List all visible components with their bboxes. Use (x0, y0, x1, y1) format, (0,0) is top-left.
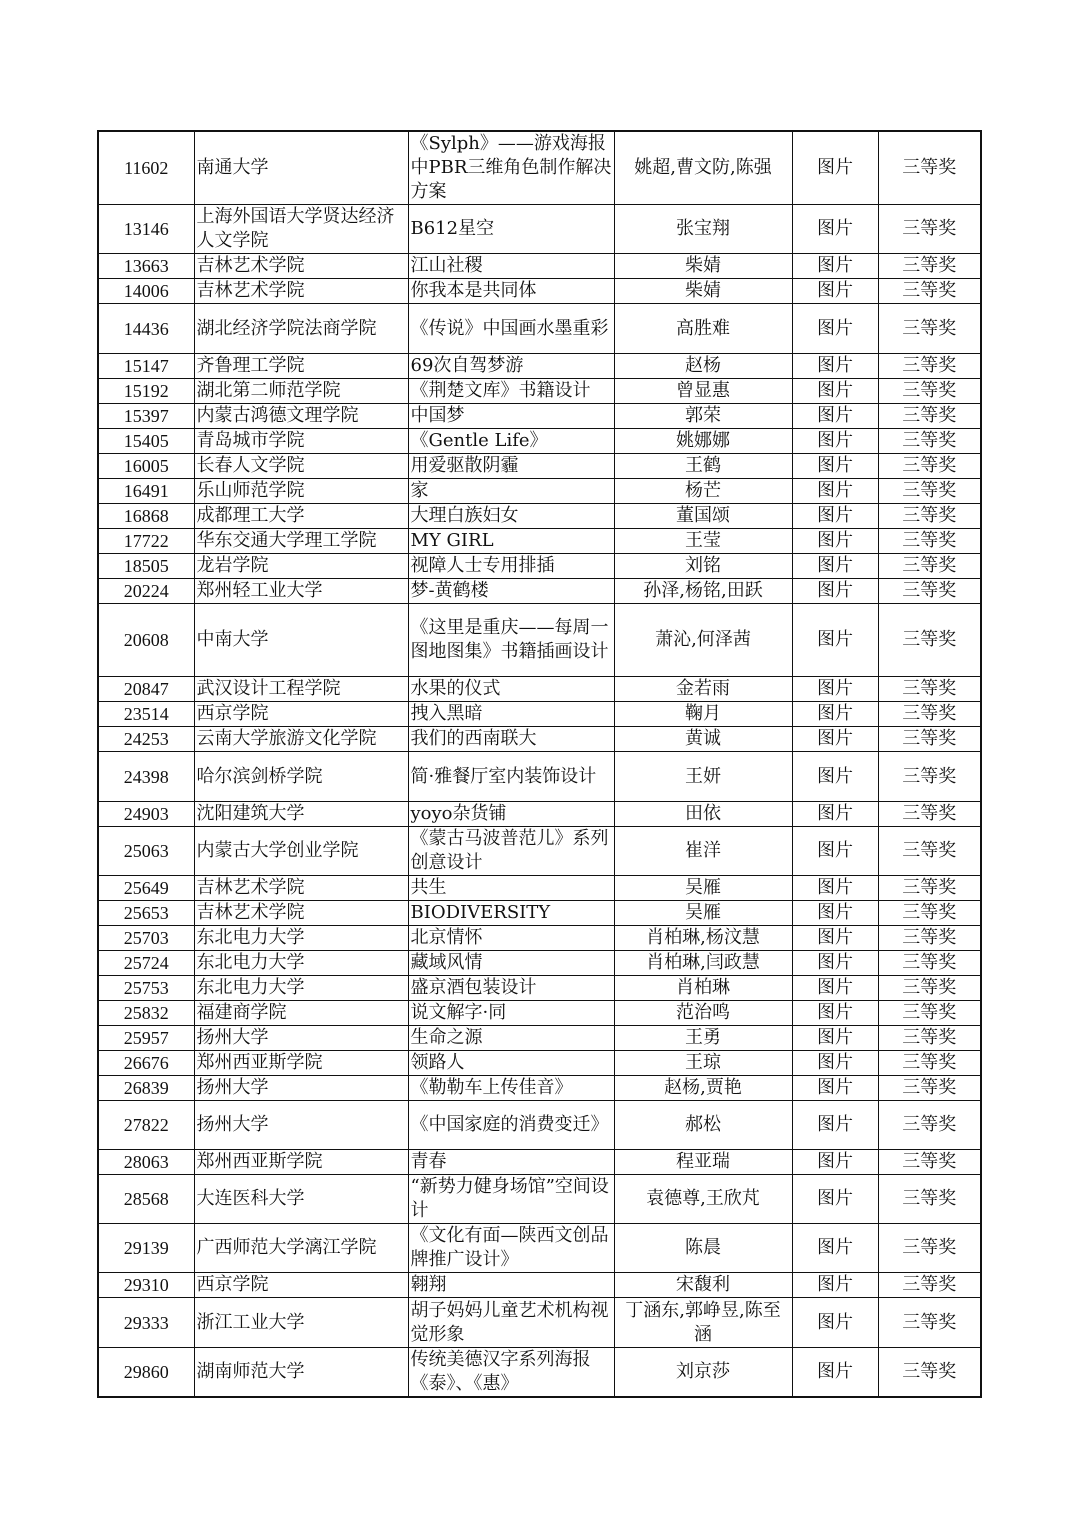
work-type-cell: 图片 (792, 205, 878, 254)
school-cell: 郑州西亚斯学院 (194, 1050, 408, 1075)
award-level-cell: 三等奖 (878, 727, 981, 752)
table-row (98, 727, 981, 752)
table-row (98, 578, 981, 603)
work-type-cell: 图片 (792, 752, 878, 801)
award-level-cell: 三等奖 (878, 1050, 981, 1075)
entry-id-cell: 17722 (98, 528, 194, 553)
authors-cell: 吴雁 (614, 900, 792, 925)
school-cell: 齐鲁理工学院 (194, 353, 408, 378)
award-level-cell: 三等奖 (878, 478, 981, 503)
entry-id-cell: 16491 (98, 478, 194, 503)
award-level-cell: 三等奖 (878, 1025, 981, 1050)
authors-cell: 王妍 (614, 752, 792, 801)
work-title-cell: 《传说》中国画水墨重彩 (408, 304, 614, 353)
entry-id-cell: 27822 (98, 1100, 194, 1149)
authors-cell: 袁德尊,王欣芃 (614, 1175, 792, 1224)
work-title-cell: 家 (408, 478, 614, 503)
work-type-cell: 图片 (792, 1175, 878, 1224)
award-level-cell: 三等奖 (878, 1075, 981, 1100)
work-title-cell: 中国梦 (408, 403, 614, 428)
school-cell: 西京学院 (194, 1273, 408, 1298)
award-level-cell: 三等奖 (878, 1175, 981, 1224)
entry-id-cell: 13146 (98, 205, 194, 254)
authors-cell: 金若雨 (614, 677, 792, 702)
table-row (98, 254, 981, 279)
work-type-cell: 图片 (792, 1000, 878, 1025)
award-level-cell: 三等奖 (878, 304, 981, 353)
work-type-cell: 图片 (792, 1075, 878, 1100)
award-level-cell: 三等奖 (878, 1273, 981, 1298)
school-cell: 吉林艺术学院 (194, 900, 408, 925)
table-row (98, 1000, 981, 1025)
authors-cell: 郭荣 (614, 403, 792, 428)
work-type-cell: 图片 (792, 1273, 878, 1298)
work-title-cell: 胡子妈妈儿童艺术机构视觉形象 (408, 1298, 614, 1347)
school-cell: 长春人文学院 (194, 453, 408, 478)
entry-id-cell: 20224 (98, 578, 194, 603)
award-level-cell: 三等奖 (878, 752, 981, 801)
work-title-cell: 《勒勒车上传佳音》 (408, 1075, 614, 1100)
award-level-cell: 三等奖 (878, 1150, 981, 1175)
work-title-cell: 69次自驾梦游 (408, 353, 614, 378)
authors-cell: 姚超,曹文防,陈强 (614, 131, 792, 205)
school-cell: 扬州大学 (194, 1100, 408, 1149)
award-level-cell: 三等奖 (878, 1000, 981, 1025)
school-cell: 湖南师范大学 (194, 1347, 408, 1397)
authors-cell: 张宝翔 (614, 205, 792, 254)
entry-id-cell: 29860 (98, 1347, 194, 1397)
entry-id-cell: 15192 (98, 378, 194, 403)
entry-id-cell: 28063 (98, 1150, 194, 1175)
entry-id-cell: 16005 (98, 453, 194, 478)
entry-id-cell: 25753 (98, 975, 194, 1000)
authors-cell: 赵杨 (614, 353, 792, 378)
award-level-cell: 三等奖 (878, 428, 981, 453)
entry-id-cell: 14436 (98, 304, 194, 353)
entry-id-cell: 11602 (98, 131, 194, 205)
school-cell: 成都理工大学 (194, 503, 408, 528)
award-level-cell: 三等奖 (878, 553, 981, 578)
award-level-cell: 三等奖 (878, 1224, 981, 1273)
work-title-cell: B612星空 (408, 205, 614, 254)
authors-cell: 黄诚 (614, 727, 792, 752)
authors-cell: 崔洋 (614, 826, 792, 875)
authors-cell: 萧沁,何泽茜 (614, 603, 792, 677)
authors-cell: 杨芒 (614, 478, 792, 503)
work-title-cell: 领路人 (408, 1050, 614, 1075)
work-title-cell: 盛京酒包装设计 (408, 975, 614, 1000)
school-cell: 上海外国语大学贤达经济人文学院 (194, 205, 408, 254)
work-type-cell: 图片 (792, 378, 878, 403)
school-cell: 东北电力大学 (194, 975, 408, 1000)
work-type-cell: 图片 (792, 677, 878, 702)
table-row (98, 279, 981, 304)
work-type-cell: 图片 (792, 950, 878, 975)
work-type-cell: 图片 (792, 279, 878, 304)
authors-cell: 宋馥利 (614, 1273, 792, 1298)
authors-cell: 肖柏琳 (614, 975, 792, 1000)
table-row (98, 950, 981, 975)
table-row (98, 205, 981, 254)
entry-id-cell: 29310 (98, 1273, 194, 1298)
entry-id-cell: 26676 (98, 1050, 194, 1075)
table-row (98, 478, 981, 503)
work-type-cell: 图片 (792, 578, 878, 603)
work-title-cell: 《荆楚文库》书籍设计 (408, 378, 614, 403)
school-cell: 湖北经济学院法商学院 (194, 304, 408, 353)
table-row (98, 1175, 981, 1224)
award-level-cell: 三等奖 (878, 378, 981, 403)
entry-id-cell: 14006 (98, 279, 194, 304)
work-type-cell: 图片 (792, 1347, 878, 1397)
table-row (98, 304, 981, 353)
authors-cell: 董国颂 (614, 503, 792, 528)
entry-id-cell: 23514 (98, 702, 194, 727)
school-cell: 华东交通大学理工学院 (194, 528, 408, 553)
work-type-cell: 图片 (792, 975, 878, 1000)
work-type-cell: 图片 (792, 1050, 878, 1075)
work-type-cell: 图片 (792, 478, 878, 503)
work-type-cell: 图片 (792, 503, 878, 528)
school-cell: 云南大学旅游文化学院 (194, 727, 408, 752)
table-row (98, 925, 981, 950)
work-type-cell: 图片 (792, 353, 878, 378)
work-type-cell: 图片 (792, 553, 878, 578)
school-cell: 南通大学 (194, 131, 408, 205)
table-row (98, 1050, 981, 1075)
authors-cell: 范治鸣 (614, 1000, 792, 1025)
authors-cell: 王琼 (614, 1050, 792, 1075)
table-row (98, 603, 981, 677)
work-type-cell: 图片 (792, 1150, 878, 1175)
award-level-cell: 三等奖 (878, 801, 981, 826)
authors-cell: 鞠月 (614, 702, 792, 727)
award-table-body (98, 131, 981, 1397)
work-type-cell: 图片 (792, 1224, 878, 1273)
work-title-cell: 《蒙古马波普范儿》系列创意设计 (408, 826, 614, 875)
work-type-cell: 图片 (792, 900, 878, 925)
award-level-cell: 三等奖 (878, 403, 981, 428)
table-row (98, 428, 981, 453)
authors-cell: 丁涵东,郭峥昱,陈至涵 (614, 1298, 792, 1347)
authors-cell: 王莹 (614, 528, 792, 553)
school-cell: 东北电力大学 (194, 925, 408, 950)
entry-id-cell: 29139 (98, 1224, 194, 1273)
school-cell: 内蒙古鸿德文理学院 (194, 403, 408, 428)
entry-id-cell: 25703 (98, 925, 194, 950)
school-cell: 郑州轻工业大学 (194, 578, 408, 603)
award-level-cell: 三等奖 (878, 578, 981, 603)
award-level-cell: 三等奖 (878, 131, 981, 205)
school-cell: 东北电力大学 (194, 950, 408, 975)
school-cell: 乐山师范学院 (194, 478, 408, 503)
work-type-cell: 图片 (792, 254, 878, 279)
work-title-cell: 翱翔 (408, 1273, 614, 1298)
table-row (98, 702, 981, 727)
work-title-cell: 北京情怀 (408, 925, 614, 950)
table-row (98, 975, 981, 1000)
work-type-cell: 图片 (792, 403, 878, 428)
work-title-cell: 大理白族妇女 (408, 503, 614, 528)
entry-id-cell: 20608 (98, 603, 194, 677)
work-title-cell: “新势力健身场馆”空间设计 (408, 1175, 614, 1224)
work-title-cell: 我们的西南联大 (408, 727, 614, 752)
award-level-cell: 三等奖 (878, 279, 981, 304)
authors-cell: 孙泽,杨铭,田跃 (614, 578, 792, 603)
award-level-cell: 三等奖 (878, 875, 981, 900)
authors-cell: 姚娜娜 (614, 428, 792, 453)
table-row (98, 801, 981, 826)
table-row (98, 1298, 981, 1347)
work-title-cell: 简·雅餐厅室内装饰设计 (408, 752, 614, 801)
authors-cell: 王勇 (614, 1025, 792, 1050)
table-row (98, 453, 981, 478)
entry-id-cell: 25957 (98, 1025, 194, 1050)
entry-id-cell: 25724 (98, 950, 194, 975)
work-title-cell: 用爱驱散阴霾 (408, 453, 614, 478)
school-cell: 内蒙古大学创业学院 (194, 826, 408, 875)
work-title-cell: 说文解字·同 (408, 1000, 614, 1025)
work-title-cell: 《中国家庭的消费变迁》 (408, 1100, 614, 1149)
table-row (98, 528, 981, 553)
school-cell: 福建商学院 (194, 1000, 408, 1025)
table-row (98, 1273, 981, 1298)
entry-id-cell: 15405 (98, 428, 194, 453)
award-level-cell: 三等奖 (878, 975, 981, 1000)
work-title-cell: MY GIRL (408, 528, 614, 553)
work-title-cell: 《Sylph》——游戏海报中PBR三维角色制作解决方案 (408, 131, 614, 205)
award-level-cell: 三等奖 (878, 353, 981, 378)
award-level-cell: 三等奖 (878, 603, 981, 677)
award-level-cell: 三等奖 (878, 826, 981, 875)
school-cell: 湖北第二师范学院 (194, 378, 408, 403)
entry-id-cell: 25063 (98, 826, 194, 875)
entry-id-cell: 24253 (98, 727, 194, 752)
entry-id-cell: 20847 (98, 677, 194, 702)
school-cell: 郑州西亚斯学院 (194, 1150, 408, 1175)
work-type-cell: 图片 (792, 603, 878, 677)
award-level-cell: 三等奖 (878, 254, 981, 279)
work-title-cell: 水果的仪式 (408, 677, 614, 702)
work-title-cell: 传统美德汉字系列海报《泰》、《惠》 (408, 1347, 614, 1397)
award-level-cell: 三等奖 (878, 205, 981, 254)
authors-cell: 曾显惠 (614, 378, 792, 403)
work-type-cell: 图片 (792, 528, 878, 553)
school-cell: 青岛城市学院 (194, 428, 408, 453)
work-title-cell: 藏域风情 (408, 950, 614, 975)
award-level-cell: 三等奖 (878, 677, 981, 702)
school-cell: 吉林艺术学院 (194, 279, 408, 304)
authors-cell: 王鹤 (614, 453, 792, 478)
award-level-cell: 三等奖 (878, 702, 981, 727)
award-level-cell: 三等奖 (878, 900, 981, 925)
table-row (98, 752, 981, 801)
school-cell: 沈阳建筑大学 (194, 801, 408, 826)
table-row (98, 553, 981, 578)
authors-cell: 郝松 (614, 1100, 792, 1149)
work-title-cell: 生命之源 (408, 1025, 614, 1050)
table-row (98, 1224, 981, 1273)
work-type-cell: 图片 (792, 702, 878, 727)
school-cell: 浙江工业大学 (194, 1298, 408, 1347)
work-title-cell: 梦-黄鹤楼 (408, 578, 614, 603)
work-type-cell: 图片 (792, 453, 878, 478)
authors-cell: 肖柏琳,闫政慧 (614, 950, 792, 975)
entry-id-cell: 25832 (98, 1000, 194, 1025)
entry-id-cell: 28568 (98, 1175, 194, 1224)
table-row (98, 503, 981, 528)
table-row (98, 900, 981, 925)
school-cell: 龙岩学院 (194, 553, 408, 578)
entry-id-cell: 15397 (98, 403, 194, 428)
award-level-cell: 三等奖 (878, 1100, 981, 1149)
work-title-cell: 《Gentle Life》 (408, 428, 614, 453)
work-type-cell: 图片 (792, 131, 878, 205)
table-row (98, 353, 981, 378)
work-type-cell: 图片 (792, 826, 878, 875)
entry-id-cell: 24398 (98, 752, 194, 801)
entry-id-cell: 26839 (98, 1075, 194, 1100)
work-type-cell: 图片 (792, 801, 878, 826)
entry-id-cell: 25649 (98, 875, 194, 900)
authors-cell: 高胜难 (614, 304, 792, 353)
entry-id-cell: 13663 (98, 254, 194, 279)
work-type-cell: 图片 (792, 1100, 878, 1149)
entry-id-cell: 25653 (98, 900, 194, 925)
entry-id-cell: 16868 (98, 503, 194, 528)
entry-id-cell: 18505 (98, 553, 194, 578)
school-cell: 广西师范大学漓江学院 (194, 1224, 408, 1273)
award-level-cell: 三等奖 (878, 925, 981, 950)
work-type-cell: 图片 (792, 304, 878, 353)
work-type-cell: 图片 (792, 1298, 878, 1347)
authors-cell: 程亚瑞 (614, 1150, 792, 1175)
work-title-cell: 青春 (408, 1150, 614, 1175)
work-title-cell: 共生 (408, 875, 614, 900)
entry-id-cell: 15147 (98, 353, 194, 378)
school-cell: 武汉设计工程学院 (194, 677, 408, 702)
work-type-cell: 图片 (792, 1025, 878, 1050)
school-cell: 吉林艺术学院 (194, 875, 408, 900)
work-title-cell: 视障人士专用排插 (408, 553, 614, 578)
award-level-cell: 三等奖 (878, 528, 981, 553)
work-type-cell: 图片 (792, 875, 878, 900)
school-cell: 扬州大学 (194, 1025, 408, 1050)
work-type-cell: 图片 (792, 727, 878, 752)
school-cell: 大连医科大学 (194, 1175, 408, 1224)
award-level-cell: 三等奖 (878, 453, 981, 478)
table-row (98, 378, 981, 403)
authors-cell: 田依 (614, 801, 792, 826)
award-level-cell: 三等奖 (878, 503, 981, 528)
table-row (98, 403, 981, 428)
award-table (97, 130, 982, 1398)
work-type-cell: 图片 (792, 925, 878, 950)
school-cell: 扬州大学 (194, 1075, 408, 1100)
work-title-cell: 江山社稷 (408, 254, 614, 279)
entry-id-cell: 24903 (98, 801, 194, 826)
school-cell: 西京学院 (194, 702, 408, 727)
work-title-cell: BIODIVERSITY (408, 900, 614, 925)
authors-cell: 柴婧 (614, 279, 792, 304)
table-row (98, 1100, 981, 1149)
table-row (98, 1347, 981, 1397)
work-title-cell: 拽入黑暗 (408, 702, 614, 727)
award-level-cell: 三等奖 (878, 950, 981, 975)
school-cell: 哈尔滨剑桥学院 (194, 752, 408, 801)
authors-cell: 刘铭 (614, 553, 792, 578)
authors-cell: 赵杨,贾艳 (614, 1075, 792, 1100)
work-title-cell: 你我本是共同体 (408, 279, 614, 304)
school-cell: 吉林艺术学院 (194, 254, 408, 279)
award-level-cell: 三等奖 (878, 1347, 981, 1397)
work-title-cell: yoyo杂货铺 (408, 801, 614, 826)
work-type-cell: 图片 (792, 428, 878, 453)
table-row (98, 1075, 981, 1100)
table-row (98, 826, 981, 875)
authors-cell: 陈晨 (614, 1224, 792, 1273)
table-row (98, 875, 981, 900)
entry-id-cell: 29333 (98, 1298, 194, 1347)
table-row (98, 1150, 981, 1175)
authors-cell: 肖柏琳,杨汶慧 (614, 925, 792, 950)
table-row (98, 1025, 981, 1050)
work-title-cell: 《文化有面—陕西文创品牌推广设计》 (408, 1224, 614, 1273)
authors-cell: 柴婧 (614, 254, 792, 279)
authors-cell: 刘京莎 (614, 1347, 792, 1397)
work-title-cell: 《这里是重庆——每周一图地图集》书籍插画设计 (408, 603, 614, 677)
table-row (98, 677, 981, 702)
authors-cell: 吴雁 (614, 875, 792, 900)
school-cell: 中南大学 (194, 603, 408, 677)
award-level-cell: 三等奖 (878, 1298, 981, 1347)
table-row (98, 131, 981, 205)
